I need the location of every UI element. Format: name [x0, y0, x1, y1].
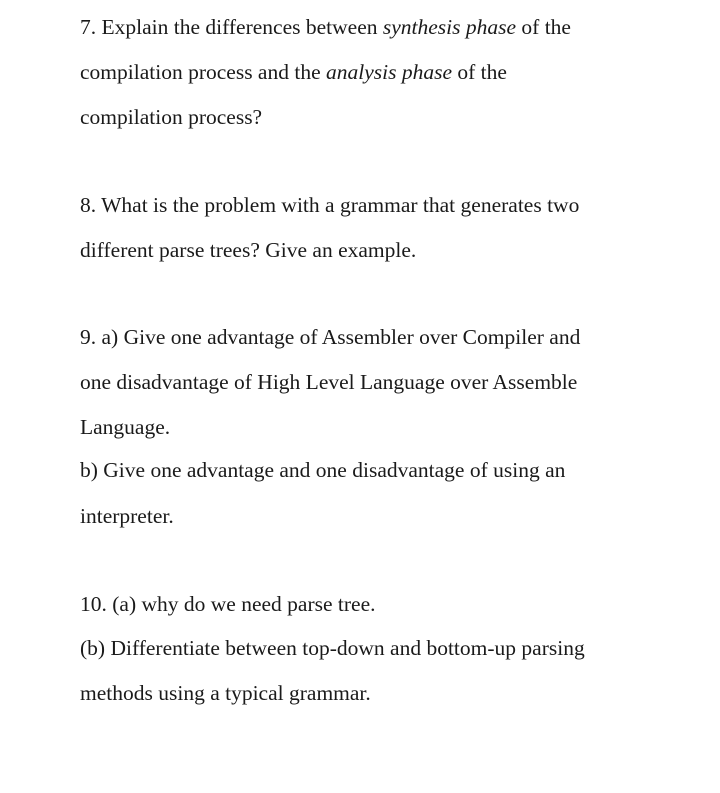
q9-line-3: Language.	[80, 415, 171, 439]
q7-line-1: 7. Explain the differences between synthesis phase of the	[80, 15, 571, 39]
analysis-phase-emphasis: analysis phase	[326, 60, 453, 84]
q8-line-2: different parse trees? Give an example.	[80, 238, 417, 262]
q10-line-2: (b) Differentiate between top-down and bottom-up parsing	[80, 636, 585, 660]
q10-line-3: methods using a typical grammar.	[80, 681, 371, 705]
q7-line-2: compilation process and the analysis phase of the	[80, 60, 507, 84]
q10-line-1: 10. (a) why do we need parse tree.	[80, 592, 376, 616]
q8-line-1: 8. What is the problem with a grammar that generates two	[80, 193, 580, 217]
q7-line-3: compilation process?	[80, 105, 263, 129]
synthesis-phase-emphasis: synthesis phase	[382, 15, 517, 39]
q9-line-5: interpreter.	[80, 504, 174, 528]
q9-line-4: b) Give one advantage and one disadvantage of using an	[80, 458, 566, 482]
q9-line-2: one disadvantage of High Level Language over Assemble	[80, 370, 578, 394]
q9-line-1: 9. a) Give one advantage of Assembler over Compiler and	[80, 325, 581, 349]
